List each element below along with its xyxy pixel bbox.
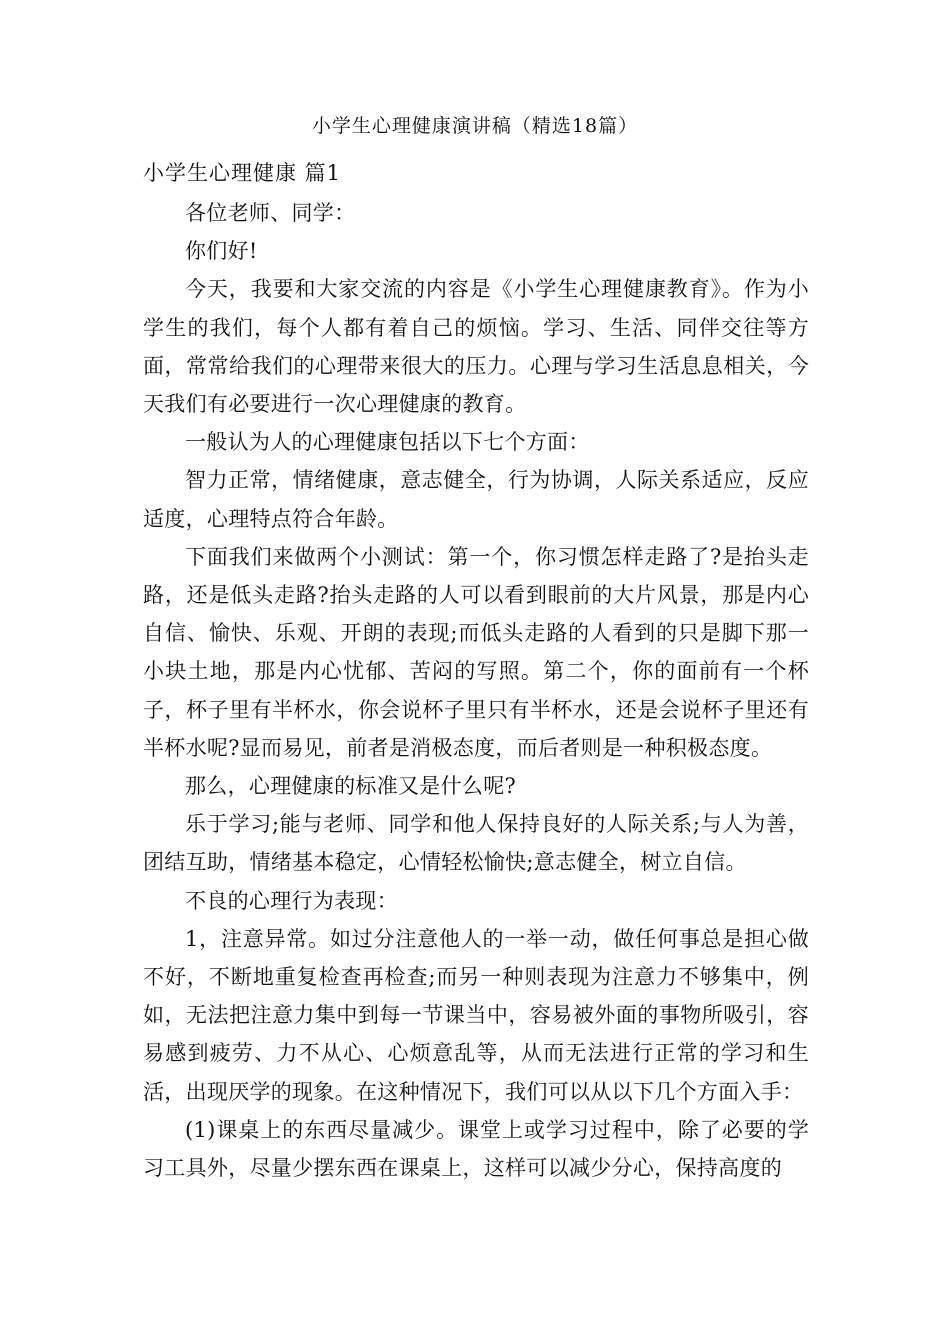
paragraph-desk: (1)课桌上的东西尽量减少。课堂上或学习过程中，除了必要的学习工具外，尽量少摆东西在课桌上，这样可以减少分心，保持高度的: [143, 1117, 809, 1181]
paragraph-hello: 你们好!: [185, 239, 258, 264]
paragraph-aspects-list: 智力正常，情绪健康，意志健全，行为协调，人际关系适应，反应适度，心理特点符合年龄。: [143, 468, 809, 531]
section-heading: 小学生心理健康 篇1: [143, 161, 342, 185]
paragraph-intro: 今天，我要和大家交流的内容是《小学生心理健康教育》。作为小学生的我们，每个人都有着自己的烦恼。学习、生活、同伴交往等方面，常常给我们的心理带来很大的压力。心理与学习生活息息相关，今天我们有必要进行一次心理健康的教育。: [143, 277, 809, 417]
paragraph-standard-question: 那么，心理健康的标准又是什么呢?: [185, 774, 517, 799]
paragraph-greeting: 各位老师、同学：: [185, 201, 356, 225]
document-body: [143, 194, 809, 1187]
paragraph-attention: 1，注意异常。如过分注意他人的一举一动，做任何事总是担心做不好，不断地重复检查再检查;而另一种则表现为注意力不够集中，例如，无法把注意力集中到每一节课当中，容易被外面的事物所吸引，容易感到疲劳、力不从心、心烦意乱等，从而无法进行正常的学习和生活，出现厌学的现象。在这种情况下，我们可以从以下几个方面入手：: [143, 926, 809, 1104]
paragraph-seven-aspects: 一般认为人的心理健康包括以下七个方面：: [185, 430, 590, 455]
paragraph-tests: 下面我们来做两个小测试：第一个，你习惯怎样走路了?是抬头走路，还是低头走路?抬头走路的人可以看到眼前的大片风景，那是内心自信、愉快、乐观、开朗的表现;而低头走路的人看到的只是脚下那一小块土地，那是内心忧郁、苦闷的写照。第二个，你的面前有一个杯子，杯子里有半杯水，你会说杯子里只有半杯水，还是会说杯子里还有半杯水呢?显而易见，前者是消极态度，而后者则是一种积极态度。: [143, 544, 809, 760]
paragraph-standards: 乐于学习;能与老师、同学和他人保持良好的人际关系;与人为善，团结互助，情绪基本稳定，心情轻松愉快;意志健全，树立自信。: [143, 812, 809, 875]
paragraph-bad-behaviors: 不良的心理行为表现：: [185, 888, 398, 913]
document-title: 小学生心理健康演讲稿（精选18篇）: [311, 115, 639, 137]
